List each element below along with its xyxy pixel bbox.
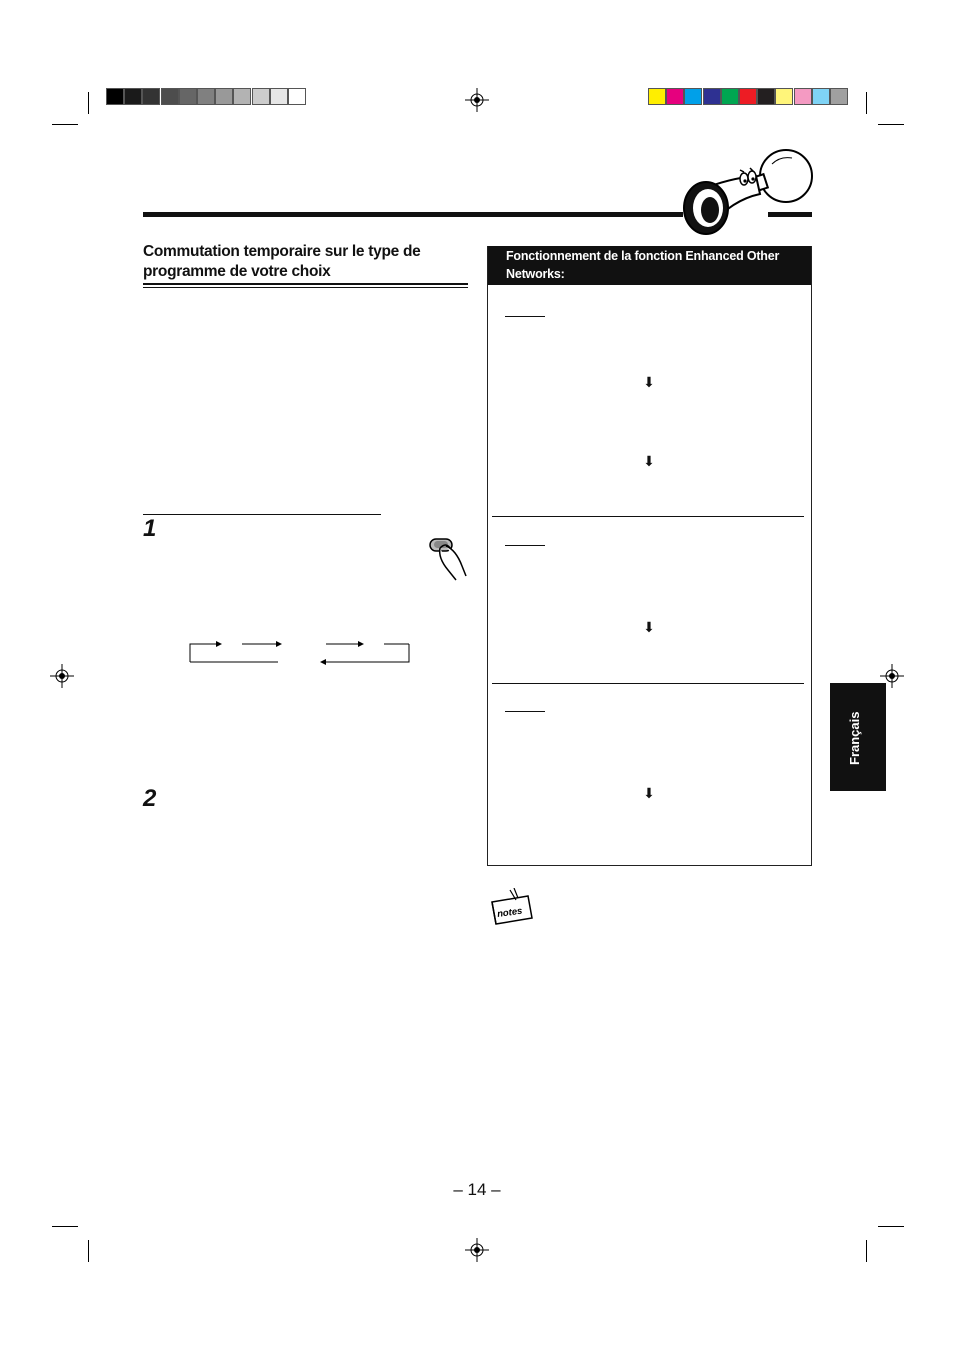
crop-mark <box>878 124 904 125</box>
color-swatch <box>252 88 270 105</box>
color-swatch <box>161 88 179 105</box>
step-number-1: 1 <box>143 515 157 542</box>
down-arrow-icon: ⬇ <box>643 374 655 390</box>
mode-cycle-diagram <box>186 636 414 670</box>
color-swatch <box>197 88 215 105</box>
crop-mark <box>88 1240 89 1262</box>
crop-mark <box>88 92 89 114</box>
subsection-label-underline <box>505 316 545 317</box>
step-number-2: 2 <box>143 785 157 812</box>
language-tab-label: Français <box>847 711 862 765</box>
color-swatch <box>739 88 757 105</box>
color-swatch <box>703 88 721 105</box>
section-heading: Commutation temporaire sur le type de programme de votre choix <box>143 243 421 280</box>
color-swatch <box>775 88 793 105</box>
color-swatch <box>666 88 684 105</box>
heading-underline <box>143 287 468 288</box>
step-divider <box>143 514 381 515</box>
notes-icon <box>488 888 536 926</box>
color-swatch <box>142 88 160 105</box>
color-swatch <box>233 88 251 105</box>
color-swatch <box>179 88 197 105</box>
horn-mascot-icon <box>680 146 816 238</box>
heading-underline <box>143 283 468 285</box>
panel-title: Fonctionnement de la fonction Enhanced Other Networks: <box>488 246 811 285</box>
subsection-divider <box>492 516 804 517</box>
crop-mark <box>866 1240 867 1262</box>
subsection-divider <box>492 683 804 684</box>
color-swatch <box>757 88 775 105</box>
registration-target-icon <box>465 88 489 112</box>
color-swatch <box>721 88 739 105</box>
down-arrow-icon: ⬇ <box>643 619 655 635</box>
color-swatch <box>684 88 702 105</box>
color-swatch <box>648 88 666 105</box>
crop-mark <box>52 124 78 125</box>
crop-mark <box>866 92 867 114</box>
crop-mark <box>52 1226 78 1227</box>
header-rule <box>143 212 683 217</box>
color-swatch <box>124 88 142 105</box>
color-swatch <box>288 88 306 105</box>
svg-text:notes: notes <box>496 905 524 921</box>
down-arrow-icon: ⬇ <box>643 785 655 801</box>
color-swatch <box>794 88 812 105</box>
color-swatch <box>270 88 288 105</box>
color-swatch <box>106 88 124 105</box>
eon-operation-panel <box>487 246 812 866</box>
color-swatch <box>812 88 830 105</box>
color-swatch <box>215 88 233 105</box>
press-button-icon <box>426 536 470 584</box>
subsection-label-underline <box>505 711 545 712</box>
registration-target-icon <box>465 1238 489 1262</box>
color-swatch <box>830 88 848 105</box>
registration-target-icon <box>50 664 74 688</box>
crop-mark <box>878 1226 904 1227</box>
page-number: – 14 – <box>453 1180 501 1199</box>
down-arrow-icon: ⬇ <box>643 453 655 469</box>
subsection-label-underline <box>505 545 545 546</box>
